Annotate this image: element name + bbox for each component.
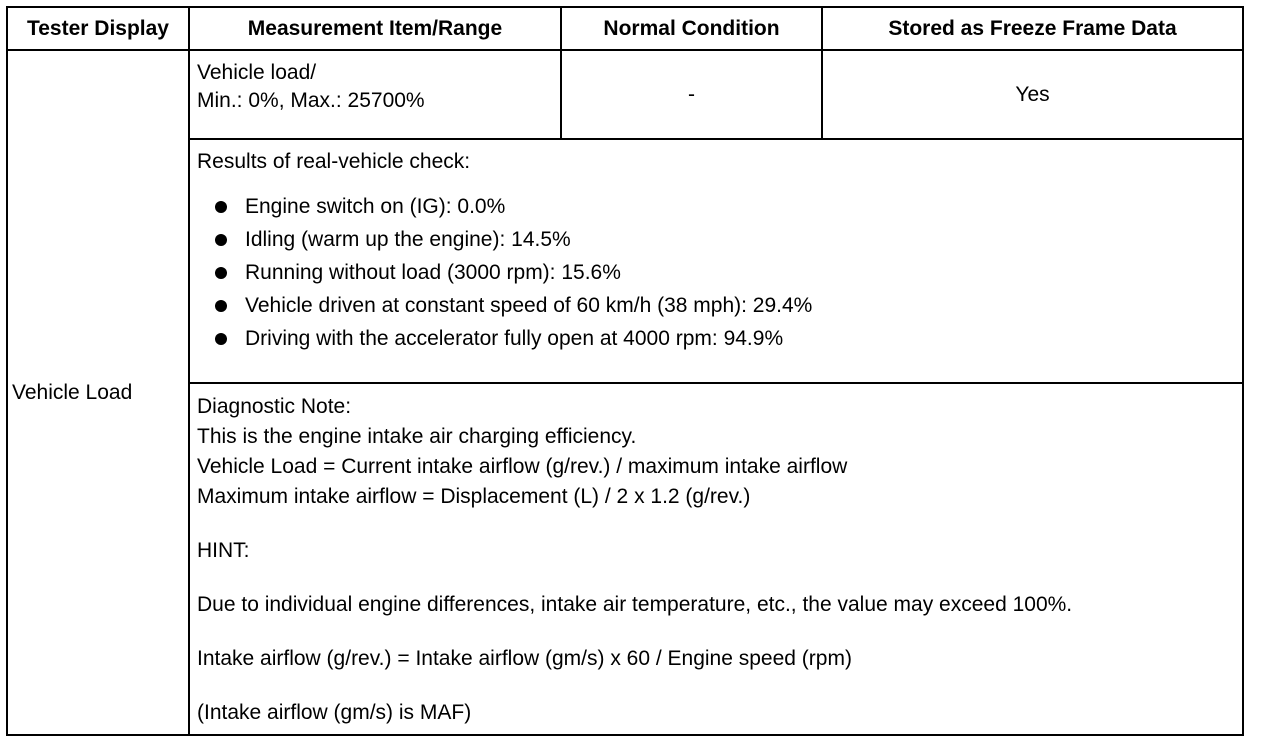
header-measurement-item: Measurement Item/Range — [189, 7, 561, 50]
list-item-text: Vehicle driven at constant speed of 60 km/h (38 mph): 29.4% — [245, 294, 813, 317]
hint-label: HINT: — [197, 539, 250, 562]
diagnostic-note-line: Maximum intake airflow = Displacement (L) / 2 x 1.2 (g/rev.) — [197, 485, 751, 508]
bullet-icon — [215, 234, 227, 246]
list-item — [213, 223, 1236, 256]
spacer — [197, 566, 1238, 590]
normal-condition-cell: - — [561, 50, 822, 139]
freeze-frame-cell: Yes — [822, 50, 1243, 139]
list-item — [213, 322, 1236, 355]
hint-line: Due to individual engine differences, intake air temperature, etc., the value may exceed 100%. — [197, 593, 1073, 616]
bullet-icon — [215, 201, 227, 213]
diagnostic-note-cell — [189, 383, 1243, 735]
list-item — [213, 256, 1236, 289]
real-vehicle-check-intro: Results of real-vehicle check: — [197, 150, 471, 173]
measurement-item-cell — [189, 50, 561, 139]
spacer — [197, 674, 1238, 698]
hint-line: (Intake airflow (gm/s) is MAF) — [197, 701, 472, 724]
header-normal-condition: Normal Condition — [561, 7, 822, 50]
list-item-text: Engine switch on (IG): 0.0% — [245, 195, 506, 218]
bullet-icon — [215, 300, 227, 312]
hint-line: Intake airflow (g/rev.) = Intake airflow (gm/s) x 60 / Engine speed (rpm) — [197, 647, 852, 670]
spacer — [197, 620, 1238, 644]
table-row — [7, 139, 1243, 383]
list-item-text: Idling (warm up the engine): 14.5% — [245, 228, 571, 251]
header-tester-display: Tester Display — [7, 7, 189, 50]
spec-page — [6, 6, 1242, 724]
diagnostic-note-line: Vehicle Load = Current intake airflow (g/rev.) / maximum intake airflow — [197, 455, 848, 478]
list-item — [213, 190, 1236, 223]
real-vehicle-check-cell — [189, 139, 1243, 383]
list-item-text: Running without load (3000 rpm): 15.6% — [245, 261, 621, 284]
tester-display-cell: Vehicle Load — [7, 50, 189, 735]
bullet-icon — [215, 267, 227, 279]
measurement-item-label: Vehicle load/ — [197, 61, 317, 84]
list-item — [213, 289, 1236, 322]
diagnostic-note-line: This is the engine intake air charging efficiency. — [197, 425, 637, 448]
list-item-text: Driving with the accelerator fully open at 4000 rpm: 94.9% — [245, 327, 784, 350]
spacer — [197, 512, 1238, 536]
measurement-range: Min.: 0%, Max.: 25700% — [197, 89, 425, 112]
real-vehicle-check-list — [197, 190, 1236, 355]
table-row — [7, 50, 1243, 139]
vehicle-load-spec-table — [6, 6, 1244, 736]
bullet-icon — [215, 333, 227, 345]
header-freeze-frame: Stored as Freeze Frame Data — [822, 7, 1243, 50]
table-row — [7, 383, 1243, 735]
table-header-row — [7, 7, 1243, 50]
diagnostic-note-title: Diagnostic Note: — [197, 395, 352, 418]
